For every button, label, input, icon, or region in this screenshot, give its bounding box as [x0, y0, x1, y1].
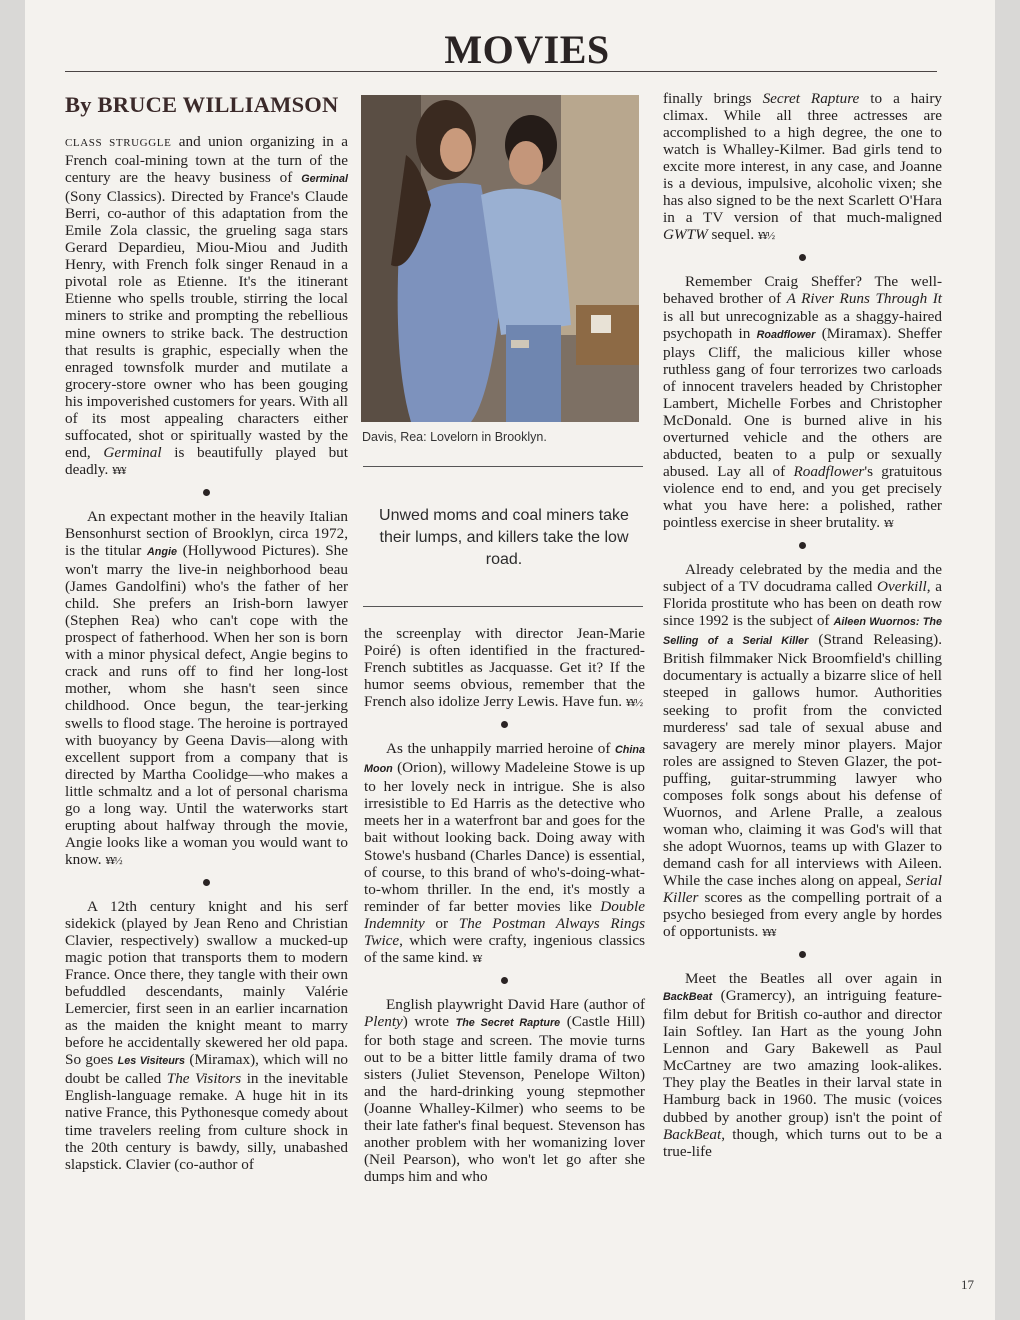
review-china-moon: As the unhappily married heroine of China Moon (Orion), willowy Madeleine Stowe is up to her lovely neck in intrigue. She is also irresistible to Ed Harris as the detective who meets her in a waterfront bar and goes for the bait without looking back. Doing away with Stowe's husband (Charles Dance) is essential, of course, to this brand of who's-doing-what-to-whom thriller. In the end, it's mostly a reminder of far better movies like Double Indemnity or The Postman Always Rings Twice, which were crafty, ingenious classics of the same kind. ¥¥: [364, 740, 645, 966]
section-bullet: [501, 721, 508, 728]
page-title: MOVIES: [444, 27, 610, 72]
pull-quote-rule-bottom: [363, 606, 643, 607]
review-backbeat: Meet the Beatles all over again in BackBeat (Gramercy), an intriguing feature-film debut for British co-author and director Iain Softley. Ian Hart as the young John Lennon and Gary Bakewell as Paul McCartney are two amazing look-alikes. They play the Beatles in their larval state in Hamburg back in 1960. The music (voices dubbed by another group) isn't the point of BackBeat, though, which turns out to be a true-life: [663, 970, 942, 1160]
rating: ¥¥½: [625, 697, 643, 710]
review-germinal: CLASS STRUGGLE and union organizing in a French coal-mining town at the turn of the century are the heavy business of Germinal (Sony Classics). Directed by France's Claude Berri, co-author of this adaptation from the Emile Zola classic, the grueling saga stars Gerard Depardieu, Miou-Miou and Judith Henry, with French folk singer Renaud in a pivotal role as Etienne. It's the itinerant Etienne who spells trouble, stirring the local miners to strike and prompting the rebellious mine owners to strike back. The destruction that results is graphic, especially when the enraged townsfolk murder and mutilate a grocery-store owner who has been gouging his impoverished customers for years. With all of its most appealing characters either suffocated, shot or spiritually wasted by the end, Germinal is beautifully played but deadly. ¥¥¥: [65, 133, 348, 478]
rating: ¥¥: [472, 952, 482, 965]
section-bullet: [799, 542, 806, 549]
photo-caption: Davis, Rea: Lovelorn in Brooklyn.: [362, 430, 547, 444]
left-column: [65, 133, 348, 1173]
byline: By BRUCE WILLIAMSON: [65, 92, 339, 117]
section-bullet: [799, 951, 806, 958]
pull-quote-rule-top: [363, 466, 643, 467]
review-secret-rapture: English playwright David Hare (author of Plenty) wrote The Secret Rapture (Castle Hill) for both stage and screen. The movie turns out to be a bitter little family drama of two sisters (Juliet Stevenson, Penelope Wilton) and the hard-drinking young stepmother (Joanne Whalley-Kilmer) who seems to be their late father's final bequest. Stevenson has another problem with her womanizing lover (Neil Pearson), who won't let go after she dumps him and who: [364, 995, 646, 1186]
review-roadflower: Remember Craig Sheffer? The well-behaved brother of A River Runs Through It is all but unrecognizable as a shaggy-haired psychopath in Roadflower (Miramax). Sheffer plays Cliff, the malicious killer whose ruthless gang of four terrorizes two carloads of innocent travelers headed by Christopher Lambert, Michelle Forbes and Christopher McDonald. One is burned alive in his overturned vehicle and the others are abducted, beaten to a pulp or sexually abused. Lay all of Roadflower's gratuitous violence end to end, and you get precisely what you have here: a polished, rather pointless exercise in sheer brutality. ¥¥: [663, 273, 942, 532]
film-title: The Secret Rapture: [455, 1016, 561, 1029]
film-title: China Moon: [364, 744, 645, 776]
section-bullet: [203, 489, 210, 496]
middle-column: [364, 625, 645, 1185]
rating: ¥¥½: [105, 854, 122, 867]
photo-illustration: [361, 95, 639, 422]
film-title: Aileen Wuornos: The Selling of a Serial Killer: [663, 616, 942, 648]
magazine-page: [25, 0, 995, 1320]
lead-in: CLASS STRUGGLE: [65, 137, 172, 149]
page-number: 17: [961, 1277, 974, 1292]
rating: ¥¥¥: [112, 464, 126, 477]
review-les-visiteurs: A 12th century knight and his serf sidekick (played by Jean Reno and Christian Clavier, respectively) swallow a mucked-up magic potion that transports them to modern France. Once there, they tangle with their own befuddled descendants, mainly Valérie Lemercier, first seen in an earlier incarnation as the maiden the knight meant to marry before he accidentally skewered her old papa. So goes Les Visiteurs (Miramax), which will no doubt be called The Visitors in the inevitable English-language remake. A huge hit in its native France, this Pythonesque comedy about time travelers reeling from culture shock in the 20th century is bawdy, silly, unabashed slapstick. Clavier (co-author of: [65, 897, 349, 1173]
pull-quote: Unwed moms and coal miners take their lumps, and killers take the low road.: [379, 507, 629, 568]
rating: ¥¥½: [757, 230, 775, 243]
review-aileen-wuornos: Already celebrated by the media and the subject of a TV docudrama called Overkill, a Florida prostitute who has been on death row since 1992 is the subject of Aileen Wuornos: The Selling of a Serial Killer (Strand Releasing). British filmmaker Nick Broomfield's chilling documentary is actually a bizarre slice of hell steeped in gallows humor. Authorities seeking to profit from the convicted murderess' sad tale of sexual abuse and savagery are merely minor players. Major roles are assigned to Steven Glazer, the pot-puffing, guitar-strumming lawyer who composes folk songs about his defense of Wuornos, and Arlene Pralle, a zealous woman who, claiming it was God's will that she adopt Wuornos, teams up with Glazer to demand cash for all interviews with Aileen. While the case inches along on appeal, Serial Killer scores as the compelling portrait of a psycho besieged from every angle by hordes of opportunists. ¥¥¥: [663, 561, 942, 941]
section-bullet: [203, 879, 210, 886]
section-bullet: [501, 977, 508, 984]
film-title: Les Visiteurs: [117, 1055, 186, 1068]
review-les-visiteurs-cont: the screenplay with director Jean-Marie Poiré) is often identified in the fractured-French subtitles as Jacquasse. Get it? If the humor seems obvious, remember that the French also idolize Jerry Lewis. Have fun. ¥¥½: [364, 625, 645, 711]
film-title: BackBeat: [663, 991, 713, 1004]
review-secret-rapture-cont: finally brings Secret Rapture to a hairy climax. While all three actresses are accomplished to a high degree, the one to watch is Whalley-Kilmer. Bad girls tend to excite more interest, in any case, and Joanne is a devious, impulsive, alcoholic vixen; she has also signed to be the next Scarlett O'Hara in a TV version of that much-maligned GWTW sequel. ¥¥½: [663, 90, 943, 244]
rating: ¥¥¥: [762, 927, 776, 940]
film-title: Roadflower: [756, 328, 816, 341]
film-title: Germinal: [301, 173, 348, 186]
review-angie: An expectant mother in the heavily Italian Bensonhurst section of Brooklyn, circa 1972, is the titular Angie (Hollywood Pictures). She won't marry the live-in neighborhood beau (James Gandolfini) who's the father of her child. She prefers an Irish-born lawyer (Stephen Rea) who can't cope with the prospect of fatherhood. When her son is born with a minor physical defect, Angie begins to crack and runs off to find her long-lost mother, whom she hasn't seen since childhood. Once begun, the tear-jerking swells to flood stage. The heroine is portrayed with buoyancy by Geena Davis—along with excellent support from a company that is directed by Martha Coolidge—who makes a little schmaltz and a lot of personal charisma go a long way. Until the waterworks start erupting about halfway through the movie, Angie looks like a woman you would want to know. ¥¥½: [65, 507, 348, 868]
section-bullet: [799, 254, 806, 261]
rating: ¥¥: [883, 518, 893, 531]
movie-still-photo: [361, 95, 639, 422]
title-rule: [65, 71, 937, 72]
film-title: Angie: [147, 546, 177, 559]
right-column: [663, 90, 942, 1160]
